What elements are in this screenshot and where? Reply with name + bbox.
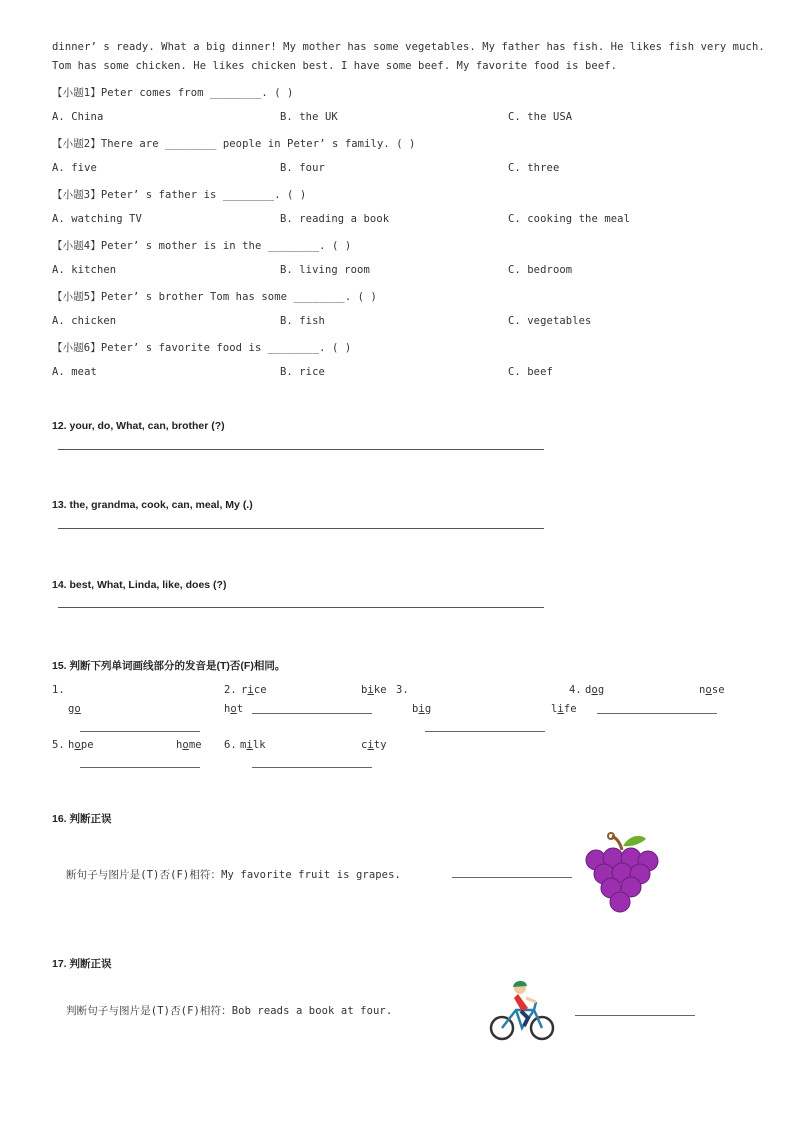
question-12-heading: 12. your, do, What, can, brother (?) xyxy=(52,420,225,432)
question-13-heading: 13. the, grandma, cook, can, meal, My (.) xyxy=(52,499,253,511)
question-15-heading: 15. 判断下列单词画线部分的发音是(T)否(F)相同。 xyxy=(52,660,286,672)
option-a: A. kitchen xyxy=(52,264,117,276)
sub-question-stem: 【小题1】Peter comes from ________. ( ) xyxy=(52,87,294,99)
option-b: B. reading a book xyxy=(280,213,390,225)
option-c: C. the USA xyxy=(508,111,573,123)
answer-blank-17[interactable] xyxy=(575,1015,695,1016)
sub-question-stem: 【小题2】There are ________ people in Peter’ s family. ( ) xyxy=(52,138,416,150)
option-b: B. four xyxy=(280,162,325,174)
option-a: A. five xyxy=(52,162,97,174)
answer-blank-4[interactable] xyxy=(597,713,717,714)
answer-blank-1[interactable] xyxy=(80,731,200,732)
item-number-2: 2. xyxy=(224,684,237,696)
word-home: home xyxy=(176,739,202,751)
answer-line-12[interactable] xyxy=(58,449,544,450)
option-b: B. rice xyxy=(280,366,325,378)
option-b: B. the UK xyxy=(280,111,338,123)
question-16-text: 断句子与图片是(T)否(F)相符：My favorite fruit is grapes. xyxy=(66,869,401,881)
word-big: big xyxy=(412,703,432,715)
word-rice: rice xyxy=(241,684,267,696)
option-c: C. bedroom xyxy=(508,264,573,276)
option-b: B. fish xyxy=(280,315,325,327)
option-a: A. meat xyxy=(52,366,97,378)
answer-blank-2[interactable] xyxy=(252,713,372,714)
answer-blank-16[interactable] xyxy=(452,877,572,878)
answer-blank-5[interactable] xyxy=(80,767,200,768)
word-milk: milk xyxy=(240,739,266,751)
question-17-text: 判断句子与图片是(T)否(F)相符：Bob reads a book at four. xyxy=(66,1005,393,1017)
item-number-3: 3. xyxy=(396,684,409,696)
grapes-icon xyxy=(582,830,662,918)
option-c: C. three xyxy=(508,162,560,174)
word-dog: dog xyxy=(585,684,605,696)
item-number-6: 6. xyxy=(224,739,237,751)
sub-question-stem: 【小题5】Peter’ s brother Tom has some ________. ( ) xyxy=(52,291,377,303)
item-number-4: 4. xyxy=(569,684,582,696)
option-a: A. watching TV xyxy=(52,213,142,225)
word-hot: hot xyxy=(224,703,244,715)
option-c: C. vegetables xyxy=(508,315,592,327)
word-hope: hope xyxy=(68,739,94,751)
item-number-1: 1. xyxy=(52,684,65,696)
answer-blank-3[interactable] xyxy=(425,731,545,732)
boy-riding-bicycle-icon xyxy=(488,978,556,1044)
word-city: city xyxy=(361,739,387,751)
word-go: go xyxy=(68,703,81,715)
option-a: A. China xyxy=(52,111,104,123)
option-c: C. beef xyxy=(508,366,553,378)
sub-question-stem: 【小题4】Peter’ s mother is in the ________. ( ) xyxy=(52,240,352,252)
word-life: life xyxy=(551,703,577,715)
option-c: C. cooking the meal xyxy=(508,213,631,225)
passage-line-1: dinner’ s ready. What a big dinner! My mother has some vegetables. My father has fish. He likes fish very much. xyxy=(52,41,765,53)
word-bike: bike xyxy=(361,684,387,696)
answer-line-13[interactable] xyxy=(58,528,544,529)
sub-question-stem: 【小题6】Peter’ s favorite food is ________. ( ) xyxy=(52,342,352,354)
question-14-heading: 14. best, What, Linda, like, does (?) xyxy=(52,579,227,591)
option-b: B. living room xyxy=(280,264,370,276)
question-16-heading: 16. 判断正误 xyxy=(52,813,112,825)
word-nose: nose xyxy=(699,684,725,696)
option-a: A. chicken xyxy=(52,315,117,327)
answer-blank-6[interactable] xyxy=(252,767,372,768)
passage-line-2: Tom has some chicken. He likes chicken best. I have some beef. My favorite food is beef. xyxy=(52,60,618,72)
item-number-5: 5. xyxy=(52,739,65,751)
sub-question-stem: 【小题3】Peter’ s father is ________. ( ) xyxy=(52,189,307,201)
answer-line-14[interactable] xyxy=(58,607,544,608)
question-17-heading: 17. 判断正误 xyxy=(52,958,112,970)
